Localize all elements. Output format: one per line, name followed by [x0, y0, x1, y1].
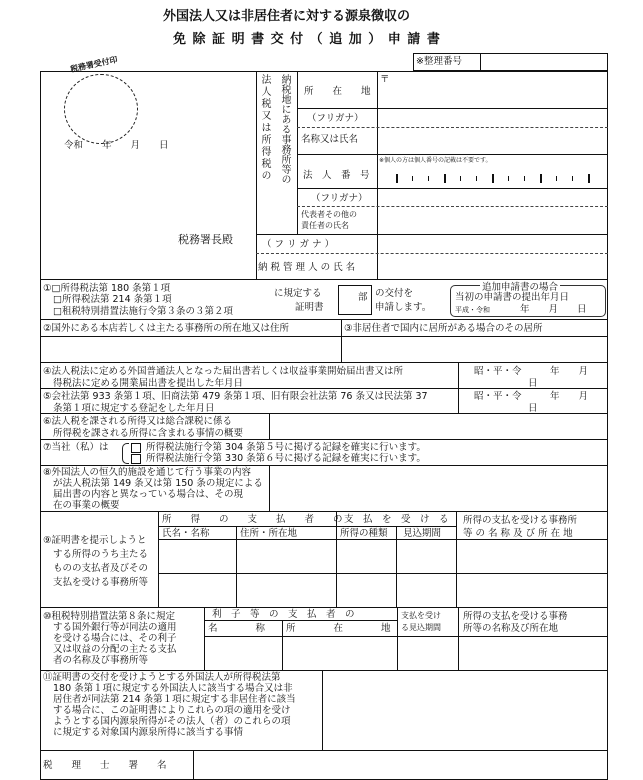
row8-line3: 届出書の内容と異なっている場合は、その現 — [53, 489, 244, 500]
row8-line2: が法人税法第 149 条又は第 150 条の規定による — [53, 478, 263, 489]
row10-line3: を受ける場合には、その利子 — [53, 633, 177, 644]
row6-line1: ⑥法人税を課される所得又は総合課税に係る — [43, 416, 233, 427]
mynumber-note: ※個人の方は個人番号の記載は不要です。 — [379, 157, 492, 164]
row8-line1: ⑧外国法人の恒久的施設を通じて行う事業の内容 — [43, 467, 252, 478]
row9-header-office2: 等 の 名 称 及 び 所 在 地 — [463, 528, 573, 539]
row7-option1: 所得税法施行令第 304 条第５号に掲げる記録を確実に行います。 — [146, 442, 426, 453]
row7-checkbox-2[interactable] — [131, 454, 141, 464]
row9-header-period: 見込期間 — [403, 528, 442, 539]
row1-tail2: 申請します。 — [375, 302, 432, 313]
row7-checkbox-1[interactable] — [131, 443, 141, 453]
tax-administrator-label: 納 税 管 理 人 の 氏 名 — [258, 262, 356, 273]
applicant-vertical-label-left: 法人税又は所得税の — [259, 74, 270, 182]
postal-mark: 〒 — [380, 74, 390, 85]
row10-line1: ⑩租税特別措置法第８条に規定 — [43, 611, 176, 622]
row11-line5: ようとする国内源泉所得がその法人（者）のこれらの項 — [53, 716, 291, 727]
representative-label-1: 代表者その他の — [301, 210, 357, 219]
reception-stamp-label: 税務署受付印 — [69, 55, 119, 74]
row10-header-address: 所 在 地 — [286, 623, 391, 634]
row10-line2: する国外銀行等が同法の適用 — [53, 622, 177, 633]
row5-line2: 条第１項に規定する登記をした年月日 — [53, 403, 215, 414]
row10-line5: 者の名称及び事務所等 — [53, 655, 149, 666]
seiri-bango-label: ※整理番号 — [416, 56, 462, 67]
applicant-vertical-label-right: 納税地にある事務所等の — [279, 74, 290, 184]
row11-line6: に規定する対象国内源泉所得に該当する事情 — [53, 727, 244, 738]
furigana-label-1: （フリガナ） — [307, 113, 364, 124]
row1-mid1: に規定する — [274, 288, 322, 299]
form-title-line1: 外国法人又は非居住者に対する源泉徴収の — [163, 9, 411, 24]
row10-header-receive2: る見込期間 — [401, 623, 441, 632]
row9-header-receive: 支 払 を 受 け る — [344, 514, 449, 525]
row5-date-era[interactable]: 昭・平・令 年 月 — [474, 391, 589, 402]
row10-header-payer: 利 子 等 の 支 払 者 の — [212, 609, 355, 620]
row11-line4: する場合に、この証明書によりこれらの項の適用を受け — [53, 705, 291, 716]
row1-mid2: 証明書 — [295, 302, 324, 313]
row7-bracket — [122, 443, 129, 464]
row7-prefix: ⑦当社（私）は — [43, 442, 109, 453]
row1-law1[interactable]: ①□所得税法第 180 条第１項 — [43, 283, 171, 294]
row8-line4: 在の事業の概要 — [53, 500, 120, 511]
row10-header-office2: 所等の名称及び所在地 — [463, 623, 559, 634]
row1-law3[interactable]: □租税特別措置法施行令第３条の３第２項 — [53, 306, 233, 317]
row10-header-name: 名 称 — [208, 623, 266, 634]
row6-line2: 所得税を課される所得に含まれる事情の概要 — [53, 428, 244, 439]
row4-line2: 得税法に定める開業届出書を提出した年月日 — [53, 378, 244, 389]
row10-header-receive1: 支払を受け — [401, 611, 441, 620]
row9-line2: する所得のうち主たる — [53, 549, 149, 560]
row4-line1: ④法人税法に定める外国普通法人となった届出書若しくは収益事業開始届出書又は所 — [43, 366, 404, 377]
row5-date-day: 日 — [528, 403, 538, 414]
row11-line1: ⑪証明書の交付を受けようとする外国法人が所得税法第 — [43, 672, 281, 683]
corp-number-label: 法 人 番 号 — [303, 170, 370, 181]
row9-line4: 支払を受ける事務所等 — [53, 577, 149, 588]
row4-date-era[interactable]: 昭・平・令 年 月 — [474, 366, 589, 377]
row1-tail1: の交付を — [375, 288, 414, 299]
row1-law2[interactable]: □所得税法第 214 条第１項 — [53, 294, 172, 305]
row2-label: ②国外にある本店若しくは主たる事務所の所在地又は住所 — [43, 323, 290, 334]
row11-line3: 居住者が同法第 214 条第１項に規定する非居住者に該当 — [53, 694, 296, 705]
additional-app-era: 平成・令和 — [455, 306, 490, 314]
row10-line4: 又は収益の分配の主たる支払 — [53, 644, 177, 655]
row9-line1: ⑨証明書を提示しようと — [43, 535, 147, 546]
furigana-label-3: （ フ リ ガ ナ ） — [262, 239, 335, 250]
row4-date-day: 日 — [528, 378, 538, 389]
row9-header-name: 氏名・名称 — [162, 528, 210, 539]
row9-header-office1: 所得の支払を受ける事務所 — [463, 515, 578, 526]
row5-line1: ⑤会社法第 933 条第１項、旧商法第 479 条第１項、旧有限会社法第 76 条又は民法第 37 — [43, 391, 428, 402]
row9-header-address: 住所・所在地 — [240, 528, 298, 539]
row9-header-kind: 所得の種類 — [340, 528, 388, 539]
row9-header-payer: 所 得 の 支 払 者 の — [162, 514, 343, 525]
additional-app-ymd: 年 月 日 — [520, 304, 587, 315]
row1-copies-unit: 部 — [358, 292, 368, 303]
row9-line3: ものの支払者及びその — [53, 563, 149, 574]
row7-option2: 所得税法施行令第 330 条第６号に掲げる記録を確実に行います。 — [146, 453, 426, 464]
row11-line2: 180 条第１項に規定する外国法人に該当する場合又は非 — [53, 683, 293, 694]
furigana-label-2: （フリガナ） — [311, 193, 368, 204]
row10-header-office1: 所得の支払を受ける事務 — [463, 611, 568, 622]
additional-app-text: 当初の申請書の提出年月日 — [455, 292, 570, 303]
form-title-line2: 免 除 証 明 書 交 付 （ 追 加 ） 申 請 書 — [173, 32, 441, 47]
representative-label-2: 責任者の氏名 — [301, 221, 349, 230]
application-date: 令和 年 月 日 — [64, 140, 169, 151]
reception-stamp-circle — [64, 74, 138, 144]
address-label: 所 在 地 — [304, 86, 371, 97]
tax-accountant-signature-label: 税 理 士 署 名 — [43, 760, 167, 771]
name-label: 名称又は氏名 — [301, 134, 359, 145]
tax-office-addressee: 税務署長殿 — [178, 233, 233, 246]
additional-app-title: 追加申請書の場合 — [482, 282, 559, 293]
row3-label: ③非居住者で国内に居所がある場合のその居所 — [344, 323, 543, 334]
